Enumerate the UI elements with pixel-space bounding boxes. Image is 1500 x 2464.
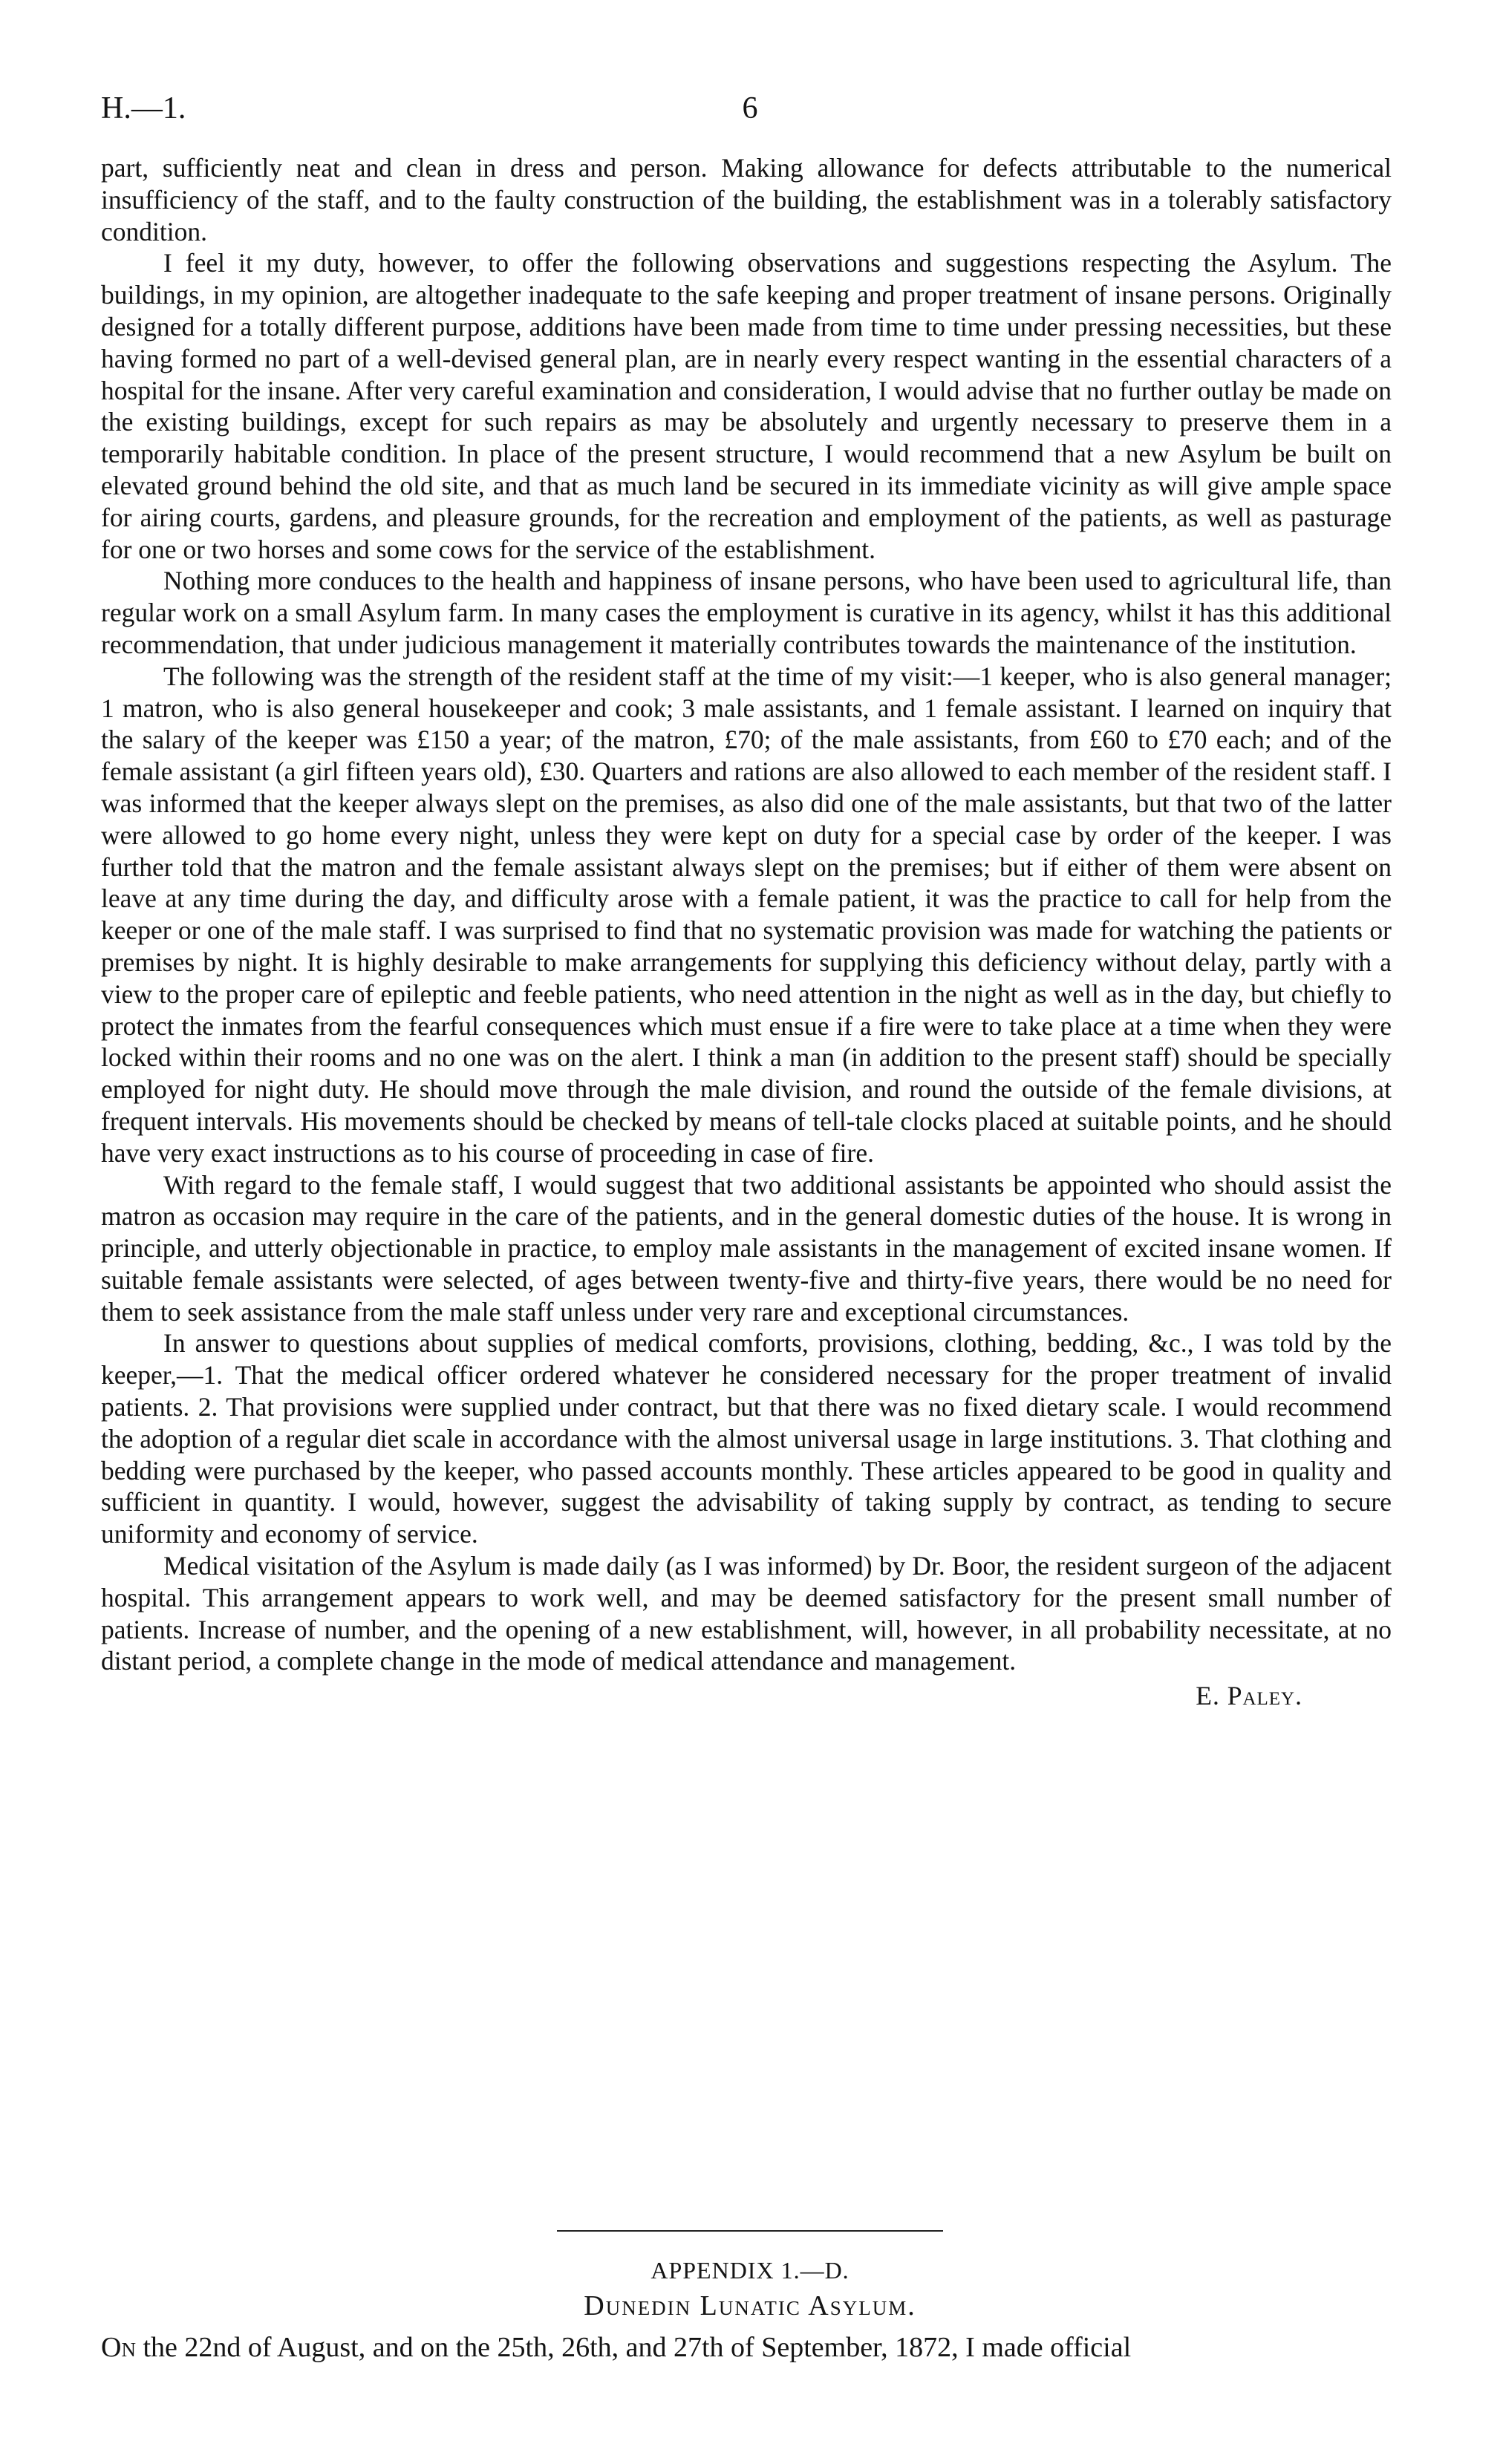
- page-number: 6: [742, 91, 758, 125]
- signature: E. Paley.: [1196, 1681, 1302, 1711]
- report-body: [101, 152, 1392, 1712]
- appendix-opening-line: [101, 2331, 1392, 2364]
- paragraph-asylum-farm: Nothing more conduces to the health and happiness of insane persons, who have been used to agricultural life, than regular work on a small Asylum farm. In many cases the employment is curative in its agency, whilst it has this additional recommendation, that under judicious management it materially contributes towards the maintenance of the institution.: [101, 566, 1392, 659]
- paragraph-female-staff: With regard to the female staff, I would suggest that two additional assistants be appointed who should assist the matron as occasion may require in the care of the patients, and in the general domestic duties of the house. It is wrong in principle, and utterly objectionable in practice, to employ male assistants in the management of excited insane women. If suitable female assistants were selected, of ages between twenty-five and thirty-five years, there would be no need for them to seek assistance from the male staff unless under very rare and exceptional circumstances.: [101, 1169, 1392, 1327]
- paragraph-resident-staff: The following was the strength of the resident staff at the time of my visit:—1 keeper, who is also general manager; 1 matron, who is also general housekeeper and cook; 3 male assistants, and 1 female assistant. I learned on inquiry that the salary of the keeper was £150 a year; of the matron, £70; of the male assistants, from £60 to £70 each; and of the female assistant (a girl fifteen years old), £30. Quarters and rations are also allowed to each member of the resident staff. I was informed that the keeper always slept on the premises, as also did one of the male assistants, but that two of the latter were allowed to go home every night, unless they were kept on duty for a special case by order of the keeper. I was further told that the matron and the female assistant always slept on the premises; but if either of them were absent on leave at any time during the day, and difficulty arose with a female patient, it was the practice to call for help from the keeper or one of the male staff. I was surprised to find that no systematic provision was made for watching the patients or premises by night. It is highly desirable to make arrangements for supplying this deficiency without delay, partly with a view to the proper care of epileptic and feeble patients, who need attention in the night as well as in the day, but chiefly to protect the inmates from the fearful consequences which must ensue if a fire were to take place at a time when they were locked within their rooms and no one was on the alert. I think a man (in addition to the present staff) should be specially employed for night duty. He should move through the male division, and round the outside of the female divisions, at frequent intervals. His movements should be checked by means of tell-tale clocks placed at suitable points, and he should have very exact instructions as to his course of proceeding in case of fire.: [101, 661, 1392, 1168]
- paragraph-supplies: In answer to questions about supplies of medical comforts, provisions, clothing, bedding, &c., I was told by the keeper,—1. That the medical officer ordered whatever he considered necessary for the proper treatment of invalid patients. 2. That provisions were supplied under contract, but that there was no fixed dietary scale. I would recommend the adoption of a regular diet scale in accordance with the almost universal usage in large institutions. 3. That clothing and bedding were purchased by the keeper, who passed accounts monthly. These articles appeared to be good in quality and sufficient in quantity. I would, however, suggest the advisability of taking supply by contract, as tending to secure uniformity and economy of service.: [101, 1328, 1392, 1549]
- paragraph-asylum-buildings: I feel it my duty, however, to offer the following observations and suggestions respecting the Asylum. The buildings, in my opinion, are altogether inadequate to the safe keeping and proper treatment of insane persons. Originally designed for a totally different purpose, additions have been made from time to time under pressing necessities, but these having formed no part of a well-devised general plan, are in nearly every respect wanting in the essential characters of a hospital for the insane. After very careful examination and consideration, I would advise that no further outlay be made on the existing buildings, except for such repairs as may be absolutely and urgently necessary to preserve them in a temporarily habitable condition. In place of the present structure, I would recommend that a new Asylum be built on elevated ground behind the old site, and that as much land be secured in its immediate vicinity as will give ample space for airing courts, gardens, and pleasure grounds, for the recreation and employment of the patients, as well as pasturage for one or two horses and some cows for the service of the establishment.: [101, 248, 1392, 564]
- appendix-opening-word: On: [101, 2332, 136, 2363]
- page-header: [101, 91, 1399, 135]
- paragraph-continuation: part, sufficiently neat and clean in dress and person. Making allowance for defects attributable to the numerical insufficiency of the staff, and to the faulty construction of the building, the establishment was in a tolerably satisfactory condition.: [101, 153, 1392, 246]
- document-reference: H.—1.: [101, 91, 186, 125]
- appendix-title: APPENDIX 1.—D.: [650, 2257, 850, 2284]
- appendix-opening-text: the 22nd of August, and on the 25th, 26th, and 27th of September, 1872, I made official: [143, 2332, 1132, 2363]
- section-divider: [557, 2230, 943, 2232]
- paragraph-medical-visitation: Medical visitation of the Asylum is made daily (as I was informed) by Dr. Boor, the resident surgeon of the adjacent hospital. This arrangement appears to work well, and may be deemed satisfactory for the present small number of patients. Increase of number, and the opening of a new establishment, will, however, in all probability necessitate, at no distant period, a complete change in the mode of medical attendance and management.: [101, 1551, 1392, 1676]
- appendix-subtitle: Dunedin Lunatic Asylum.: [584, 2290, 916, 2321]
